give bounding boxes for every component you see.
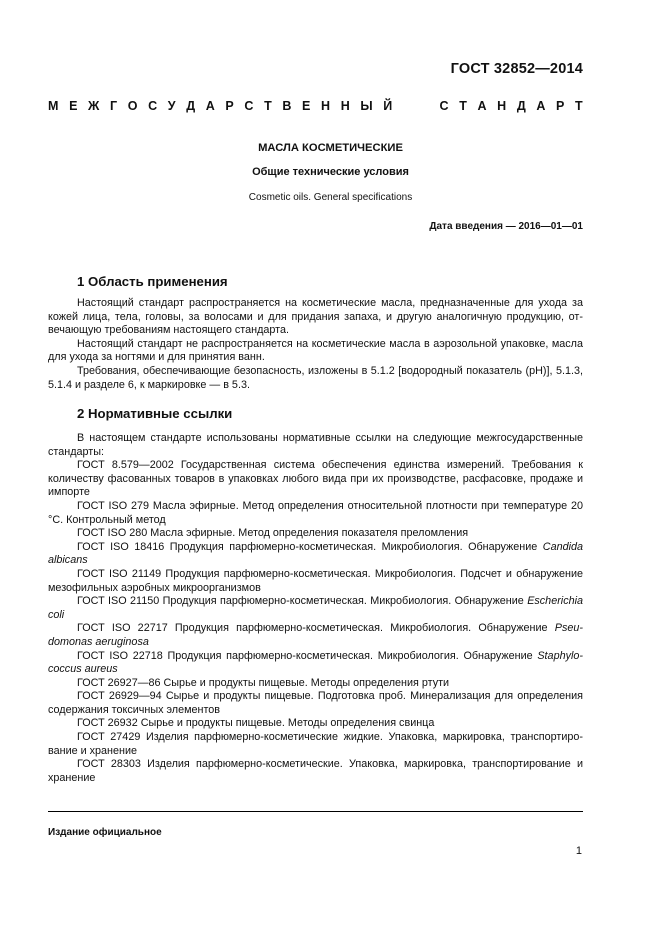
reference-item: ГОСТ 26927—86 Сырье и продукты пищевые. Методы определения ртути [77,676,450,689]
banner-letter: Ж [88,99,100,113]
reference-item: ГОСТ ISO 22717 Продукция парфюмерно-косметическая. Микробиология. Обнаружение Pseudomonas aeruginosa [48,622,583,648]
banner-letter: У [167,99,176,113]
reference-item: ГОСТ ISO 18416 Продукция парфюмерно-косметическая. Микробиология. Обнаружение Candida albicans [48,540,583,567]
banner-letter: О [127,99,138,113]
banner-letter: Р [556,99,565,113]
introduction-date: Дата введения — 2016—01—01 [429,221,583,232]
banner-letter: Д [186,99,196,113]
banner-letter: Н [321,99,331,113]
paragraph: В настоящем стандарте использованы нормативные ссылки на следующие межгосударственные стандарты: [48,432,583,458]
banner-letter: Е [69,99,78,113]
banner-letter: Г [110,99,118,113]
reference-item: ГОСТ ISO 22718 Продукция парфюмерно-косметическая. Микробиология. Обнаружение Staphylococcus aureus [48,649,583,676]
edition-label: Издание официальное [48,827,162,838]
banner-letter: Е [302,99,311,113]
banner-letter: Т [459,99,467,113]
document-code: ГОСТ 32852—2014 [450,61,583,77]
reference-item: ГОСТ 26932 Сырье и продукты пищевые. Методы определения свинца [77,717,435,730]
banner-letter: С [439,99,449,113]
banner-letter: Й [383,99,393,113]
reference-item: ГОСТ ISO 279 Масла эфирные. Метод определения относительной плотности при температуре 20 °С. Контрольный метод [48,499,583,526]
banner-letter: В [282,99,292,113]
document-title: МАСЛА КОСМЕТИЧЕСКИЕ [258,142,403,154]
section-2-heading: 2 Нормативные ссылки [77,406,233,421]
reference-item: ГОСТ ISO 21149 Продукция парфюмерно-косметическая. Микробиология. Подсчет и обнаружение мезофильных аэробных микроорганизмов [48,567,583,594]
banner-letter: Н [340,99,350,113]
banner-letter: А [205,99,215,113]
banner-letter: А [477,99,487,113]
banner-letter: А [536,99,546,113]
reference-item: ГОСТ 27429 Изделия парфюмерно-косметические жидкие. Упаковка, маркировка, транспортирование и хранение [48,731,583,757]
banner-letter: Н [497,99,507,113]
banner-letter: Ы [360,99,373,113]
footer-divider [48,811,583,812]
document-title-english: Cosmetic oils. General specifications [248,192,413,203]
reference-item: ГОСТ 28303 Изделия парфюмерно-косметические. Упаковка, маркировка, транспортирование и хранение [48,758,583,784]
paragraph: Настоящий стандарт распространяется на косметические масла, предназначенные для ухода за кожей лица, тела, головы, за волосами и для придания запаха, и другую аналогичную продукцию, отвечающую требованиям настоящего стандарта. [48,297,583,337]
banner-letter: Т [264,99,272,113]
reference-item: ГОСТ ISO 280 Масла эфирные. Метод определения показателя преломления [77,527,469,540]
banner-letter: С [148,99,158,113]
banner-letter: Р [225,99,234,113]
banner-gap [403,99,429,113]
banner-letter: С [244,99,254,113]
page-number: 1 [575,845,582,857]
reference-item: ГОСТ 8.579—2002 Государственная система обеспечения единства измерений. Требования к количеству фасованных товаров в упаковках любого вида при их производстве, расфасовке, продаже и импорте [48,459,583,499]
reference-item: ГОСТ 26929—94 Сырье и продукты пищевые. Подготовка проб. Минерализация для определения содержания токсичных элементов [48,690,583,716]
reference-item: ГОСТ ISO 21150 Продукция парфюмерно-косметическая. Микробиология. Обнаружение Escherichia coli [48,595,583,621]
banner-letter: Д [516,99,526,113]
section-1-body [48,297,583,392]
banner-letter: Т [575,99,583,113]
section-2-body [48,432,583,785]
standard-banner [48,99,583,113]
section-1-heading: 1 Область применения [77,274,228,289]
document-subtitle: Общие технические условия [252,166,409,178]
banner-letter: М [48,99,59,113]
paragraph: Требования, обеспечивающие безопасность, изложены в 5.1.2 [водородный показатель (pH)], 5.1.3, 5.1.4 и разделе 6, к маркировке — в 5.3. [48,364,583,391]
paragraph: Настоящий стандарт не распространяется на косметические масла в аэрозольной упаковке, масла для ухода за ногтями и для принятия ванн. [48,337,583,364]
